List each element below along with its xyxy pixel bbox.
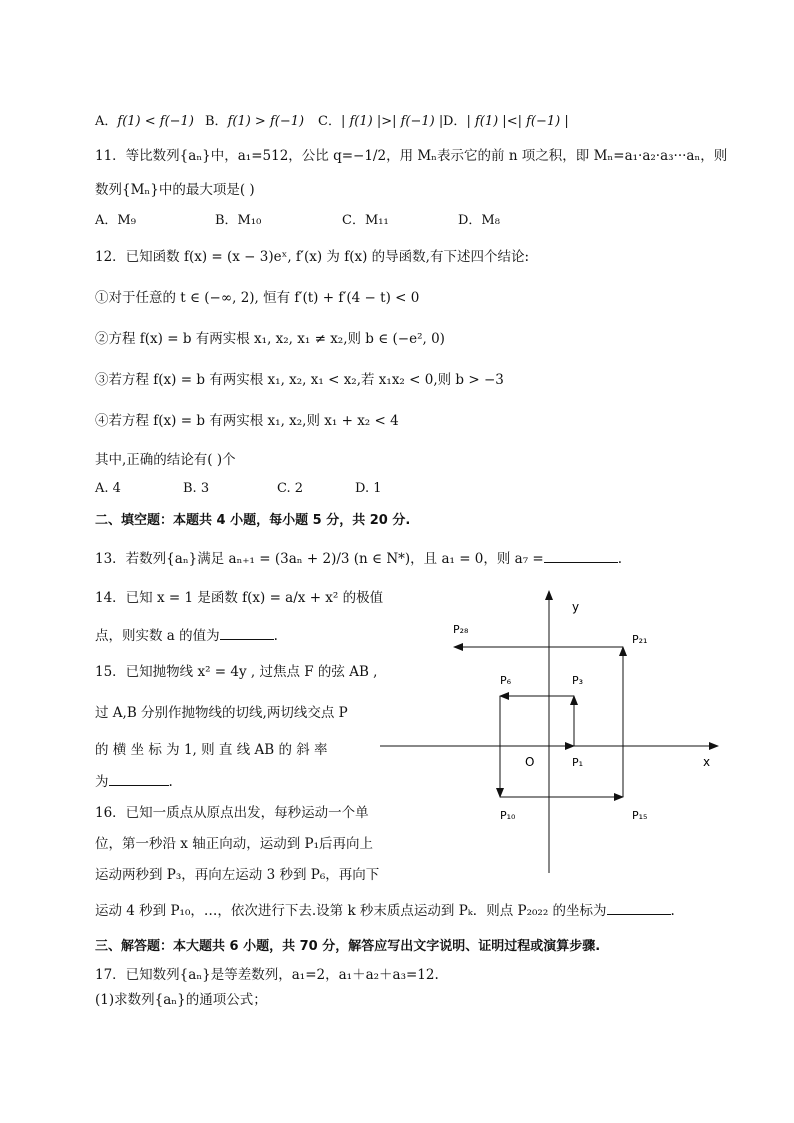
q12-option-c: C. 2 [277,481,304,496]
q14-line1: 14．已知 x = 1 是函数 f(x) = a/x + x² 的极值 [95,590,384,606]
section-2-heading: 二、填空题：本题共 4 小题，每小题 5 分，共 20 分. [95,513,411,528]
point-label-p3: P₃ [572,674,584,687]
q12-statement-3: ③若方程 f(x) = b 有两实根 x₁, x₂, x₁ < x₂,若 x₁x₂ < 0,则 b > −3 [95,372,504,388]
q16-line1: 16．已知一质点从原点出发，每秒运动一个单 [95,805,369,821]
q17-line1: 17．已知数列{aₙ}是等差数列，a₁=2，a₁＋a₂＋a₃=12. [95,967,439,983]
q16-answer-blank[interactable] [607,900,671,915]
origin-label: O [525,755,535,769]
point-label-p15: P₁₅ [632,809,648,822]
q12-option-b: B. 3 [183,481,210,496]
point-label-p10: P₁₀ [500,809,516,822]
q11-stem-line2: 数列{Mₙ}中的最大项是( ) [95,182,255,198]
q14-line2: 点，则实数 a 的值为 . [95,625,278,646]
q16-line4: 运动 4 秒到 P₁₀，…，依次进行下去.设第 k 秒末质点运动到 Pₖ．则点 P₂₀₂₂ 的坐标为 . [95,900,675,921]
q12-option-d: D. 1 [355,481,382,496]
q16-line3: 运动两秒到 P₃，再向左运动 3 秒到 P₆，再向下 [95,867,380,883]
q17-part-1: (1)求数列{aₙ}的通项公式； [95,992,267,1008]
q10-option-d: D．| f(1) |<| f(−1) | [443,114,569,129]
q12-option-a: A. 4 [95,481,121,496]
q15-line3: 的 横 坐 标 为 1, 则 直 线 AB 的 斜 率 [95,742,328,758]
point-label-p6: P₆ [500,674,512,687]
q16-line2: 位，第一秒沿 x 轴正向动，运动到 P₁后再向上 [95,836,373,852]
q11-option-c: C．M₁₁ [342,213,389,228]
q10-option-c: C．| f(1) |>| f(−1) | [318,114,444,129]
point-label-p1: P₁ [572,756,584,769]
q11-stem-line1: 11．等比数列{aₙ}中，a₁=512，公比 q=−1/2，用 Mₙ表示它的前 n 项之积，即 Mₙ=a₁·a₂·a₃···aₙ，则 [95,148,728,164]
q12-statement-2: ②方程 f(x) = b 有两实根 x₁, x₂, x₁ ≠ x₂,则 b ∈ (−e², 0) [95,331,445,347]
q10-option-b: B．f(1) > f(−1) [205,114,305,129]
q11-option-b: B．M₁₀ [215,213,262,228]
x-axis-label: x [703,755,711,769]
q10-option-a: A．f(1) < f(−1) [95,114,194,129]
q13-answer-blank[interactable] [544,548,618,563]
q15-answer-blank[interactable] [109,771,169,786]
y-axis-label: y [572,600,580,614]
spiral-path-figure [380,585,725,880]
q13-line: 13．若数列{aₙ}满足 aₙ₊₁ = (3aₙ + 2)/3 (n ∈ N*)，且 a₁ = 0，则 a₇ = . [95,548,622,569]
q15-line4: 为 . [95,771,173,792]
q14-answer-blank[interactable] [220,625,274,640]
q12-question: 其中,正确的结论有( )个 [95,452,236,468]
q12-stem: 12．已知函数 f(x) = (x − 3)eˣ, f′(x) 为 f(x) 的导函数,有下述四个结论: [95,249,529,265]
q15-line2: 过 A,B 分别作抛物线的切线,两切线交点 P [95,705,348,721]
q15-line1: 15．已知抛物线 x² = 4y , 过焦点 F 的弦 AB , [95,664,378,680]
section-3-heading: 三、解答题：本大题共 6 小题，共 70 分，解答应写出文字说明、证明过程或演算步骤. [95,939,601,954]
point-label-p21: P₂₁ [632,633,648,646]
q11-option-d: D．M₈ [458,213,500,228]
q12-statement-4: ④若方程 f(x) = b 有两实根 x₁, x₂,则 x₁ + x₂ < 4 [95,413,399,429]
q11-option-a: A．M₉ [95,213,136,228]
q12-statement-1: ①对于任意的 t ∈ (−∞, 2), 恒有 f′(t) + f′(4 − t) < 0 [95,290,420,306]
point-label-p28: P₂₈ [453,623,469,636]
